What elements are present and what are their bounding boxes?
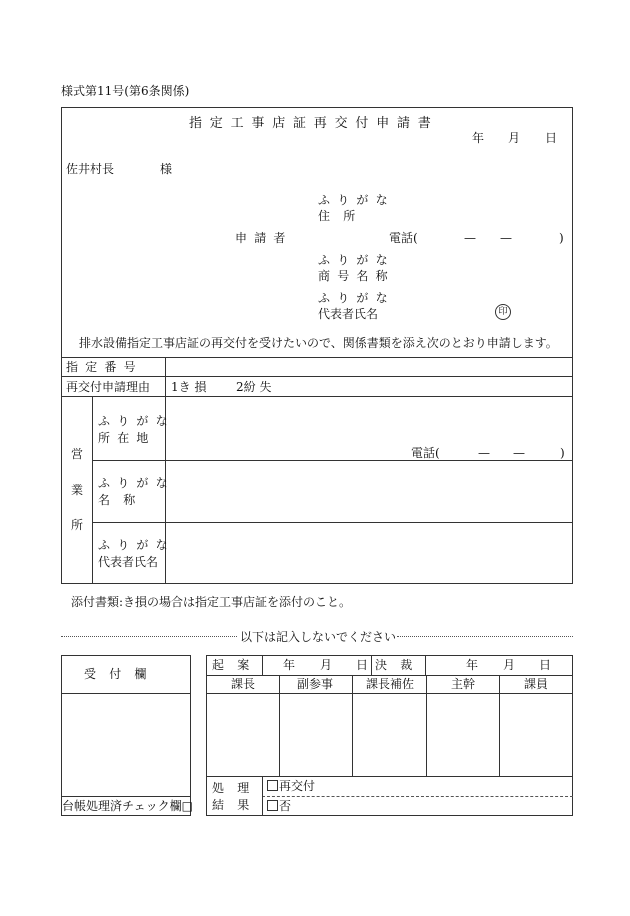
applicant-phone-dash-1: — — [464, 231, 476, 245]
office-name-label: 名称 — [98, 493, 149, 507]
approval-col-chief-officer: 主幹 — [451, 677, 476, 691]
processing-label: 処理 — [212, 781, 263, 795]
addressee-name: 佐井村長 — [66, 162, 115, 176]
ledger-check-label: 台帳処理済チェック欄□ — [62, 799, 193, 813]
applicant-address-furigana: ふりがな — [318, 193, 395, 207]
divider — [352, 675, 353, 776]
decision-month: 月 — [503, 658, 516, 672]
result-option-reject — [267, 800, 291, 812]
draft-day: 日 — [356, 658, 369, 672]
date-year: 年 — [472, 131, 485, 145]
office-phone-dash-2: — — [513, 446, 525, 460]
approval-col-staff: 課員 — [524, 677, 549, 691]
result-option-reject-label: 否 — [279, 799, 292, 813]
attachment-note: 添付書類:き損の場合は指定工事店証を添付のこと。 — [71, 595, 352, 609]
draft-label: 起案 — [212, 658, 263, 672]
office-location-label: 所在地 — [98, 431, 156, 445]
divider — [61, 376, 573, 377]
divider — [61, 357, 573, 358]
applicant-rep-label: 代表者氏名 — [318, 307, 379, 321]
office-phone-label: 電話( — [411, 446, 440, 460]
office-name-furigana: ふりがな — [98, 476, 175, 490]
result-label: 結果 — [212, 798, 263, 812]
applicant-company-label: 商号名称 — [318, 269, 395, 283]
date-day: 日 — [545, 131, 558, 145]
office-phone-dash-1: — — [478, 446, 490, 460]
divider — [499, 675, 500, 776]
applicant-phone-dash-2: — — [500, 231, 512, 245]
decision-day: 日 — [539, 658, 552, 672]
designation-number-label: 指定番号 — [66, 360, 143, 374]
divider — [279, 675, 280, 776]
business-office-char-2: 業 — [70, 483, 83, 497]
dotted-separator — [61, 636, 237, 637]
applicant-rep-furigana: ふりがな — [318, 291, 395, 305]
office-rep-label: 代表者氏名 — [98, 555, 159, 569]
divider — [92, 396, 93, 584]
applicant-company-furigana: ふりがな — [318, 253, 395, 267]
reason-option-damage: 1き 損 — [171, 380, 207, 394]
applicant-phone-label: 電話( — [389, 231, 418, 245]
form-number: 様式第11号(第6条関係) — [61, 84, 190, 98]
divider — [206, 675, 573, 676]
application-statement: 排水設備指定工事店証の再交付を受けたいので、関係書類を添え次のとおり申請します。 — [79, 336, 558, 350]
decision-label: 決裁 — [375, 658, 426, 672]
divider — [262, 796, 573, 797]
approval-col-deputy-director: 副参事 — [297, 677, 334, 691]
reason-option-lost: 2紛 失 — [236, 380, 272, 394]
seal-icon: 印 — [495, 304, 511, 320]
divider — [61, 796, 191, 797]
checkbox-icon — [267, 780, 278, 791]
business-office-char-1: 営 — [70, 447, 83, 461]
result-option-reissue-label: 再交付 — [279, 779, 316, 793]
divider — [206, 693, 573, 694]
applicant-phone-close: ) — [559, 231, 564, 245]
office-use-note: 以下は記入しないでください — [240, 630, 397, 644]
divider — [371, 655, 372, 675]
office-rep-furigana: ふりがな — [98, 538, 175, 552]
reason-label: 再交付申請理由 — [66, 380, 151, 394]
applicant-label: 申請者 — [235, 231, 293, 245]
date-month: 月 — [508, 131, 521, 145]
divider — [61, 396, 573, 397]
draft-month: 月 — [320, 658, 333, 672]
business-office-char-3: 所 — [70, 518, 83, 532]
divider — [426, 675, 427, 776]
approval-col-section-chief: 課長 — [231, 677, 256, 691]
approval-col-assistant-chief: 課長補佐 — [366, 677, 415, 691]
result-option-reissue — [267, 780, 315, 792]
addressee-honorific: 様 — [160, 162, 173, 176]
checkbox-icon — [267, 800, 278, 811]
divider — [61, 693, 191, 694]
office-location-furigana: ふりがな — [98, 414, 175, 428]
draft-year: 年 — [283, 658, 296, 672]
form-title: 指定工事店証再交付申請書 — [189, 116, 439, 131]
applicant-address-label: 住所 — [318, 209, 369, 223]
decision-year: 年 — [466, 658, 479, 672]
office-phone-close: ) — [560, 446, 565, 460]
dotted-separator — [397, 636, 573, 637]
reception-label: 受付欄 — [84, 667, 160, 681]
